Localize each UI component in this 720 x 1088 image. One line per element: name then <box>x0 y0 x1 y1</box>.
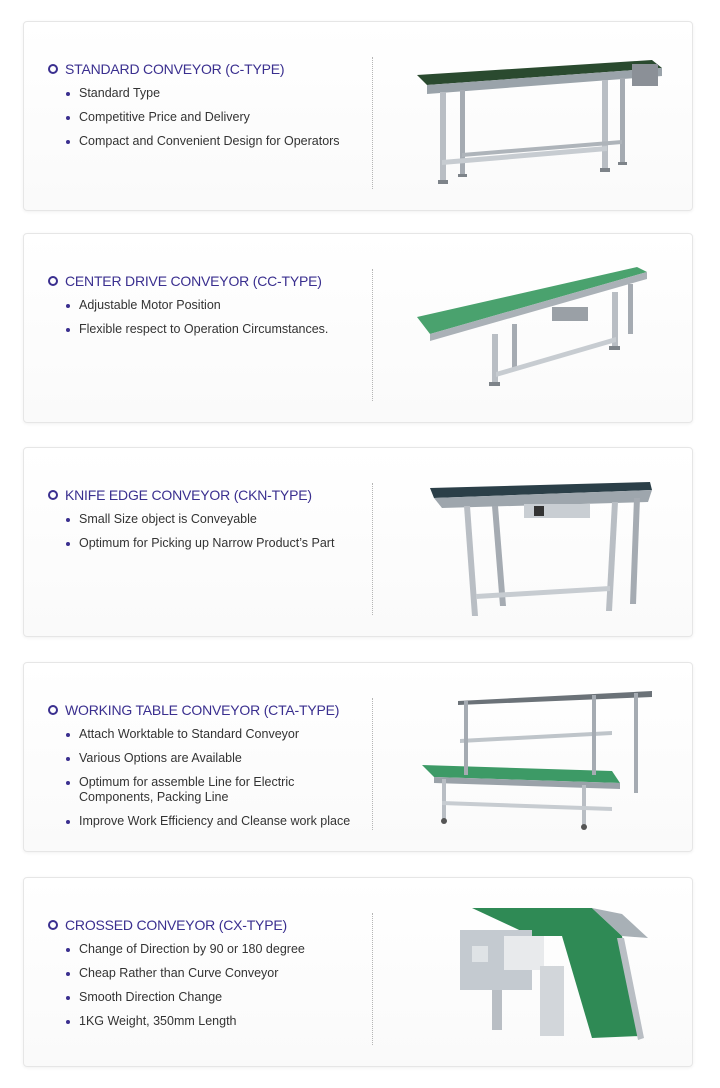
product-card-working-table <box>23 662 693 852</box>
feature-item: Change of Direction by 90 or 180 degree <box>62 942 352 957</box>
dotted-divider <box>372 698 373 830</box>
feature-item: Adjustable Motor Position <box>62 298 352 313</box>
circle-bullet-icon <box>48 920 58 930</box>
feature-item: 1KG Weight, 350mm Length <box>62 1014 352 1029</box>
product-title: STANDARD CONVEYOR (C-TYPE) <box>65 61 285 77</box>
feature-list <box>62 942 352 1038</box>
feature-item: Small Size object is Conveyable <box>62 512 352 527</box>
dotted-divider <box>372 913 373 1045</box>
circle-bullet-icon <box>48 490 58 500</box>
crossed-conveyor-photo-icon <box>412 906 672 1046</box>
product-title-row <box>48 702 339 718</box>
dotted-divider <box>372 269 373 401</box>
dotted-divider <box>372 483 373 615</box>
product-title: KNIFE EDGE CONVEYOR (CKN-TYPE) <box>65 487 312 503</box>
feature-item: Attach Worktable to Standard Conveyor <box>62 727 352 742</box>
feature-list <box>62 727 352 838</box>
product-title: WORKING TABLE CONVEYOR (CTA-TYPE) <box>65 702 340 718</box>
circle-bullet-icon <box>48 276 58 286</box>
feature-item: Optimum for assemble Line for Electric Components, Packing Line <box>62 775 352 805</box>
working-table-conveyor-photo-icon <box>412 691 672 831</box>
standard-conveyor-photo-icon <box>412 50 672 190</box>
circle-bullet-icon <box>48 705 58 715</box>
product-title: CROSSED CONVEYOR (CX-TYPE) <box>65 917 287 933</box>
product-title-row <box>48 273 322 289</box>
product-title-row <box>48 61 284 77</box>
dotted-divider <box>372 57 373 189</box>
product-card-knife-edge <box>23 447 693 637</box>
feature-item: Compact and Convenient Design for Operators <box>62 134 352 149</box>
product-title-row <box>48 487 312 503</box>
product-card-crossed <box>23 877 693 1067</box>
feature-item: Cheap Rather than Curve Conveyor <box>62 966 352 981</box>
product-title: CENTER DRIVE CONVEYOR (CC-TYPE) <box>65 273 322 289</box>
product-card-center-drive <box>23 233 693 423</box>
feature-item: Various Options are Available <box>62 751 352 766</box>
feature-item: Flexible respect to Operation Circumstances. <box>62 322 352 337</box>
feature-item: Standard Type <box>62 86 352 101</box>
product-card-standard <box>23 21 693 211</box>
feature-list <box>62 512 352 560</box>
circle-bullet-icon <box>48 64 58 74</box>
feature-list <box>62 298 352 346</box>
feature-item: Competitive Price and Delivery <box>62 110 352 125</box>
feature-item: Optimum for Picking up Narrow Product’s Part <box>62 536 352 551</box>
knife-edge-conveyor-photo-icon <box>412 476 672 616</box>
product-title-row <box>48 917 287 933</box>
center-drive-conveyor-photo-icon <box>412 262 672 402</box>
feature-list <box>62 86 352 158</box>
feature-item: Improve Work Efficiency and Cleanse work place <box>62 814 352 829</box>
feature-item: Smooth Direction Change <box>62 990 352 1005</box>
